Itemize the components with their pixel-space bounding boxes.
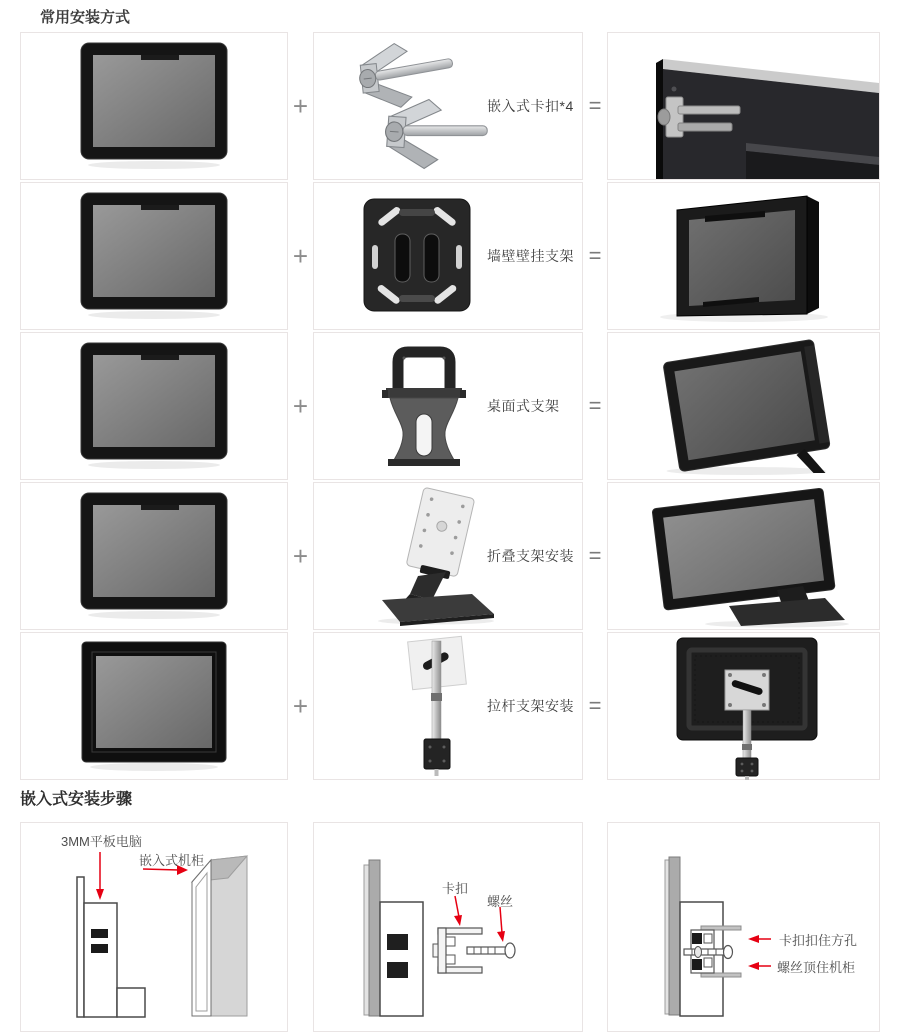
product-panel: [20, 482, 288, 630]
accessory-label: 拉杆支架安装: [487, 698, 574, 714]
equals-symbol: =: [588, 93, 602, 118]
diagram-label: 螺丝顶住机柜: [777, 960, 856, 975]
product-panel: [20, 182, 288, 330]
monitor-with-kickstand-photo: [636, 335, 851, 477]
step-panel-1: [20, 822, 288, 1032]
folding-stand-photo: [354, 486, 504, 626]
install-row-desktop-stand: [0, 332, 900, 480]
install-row-embedded-clip: [0, 32, 900, 180]
panel-pc-front-photo: [75, 640, 233, 772]
equals-symbol: =: [588, 243, 602, 268]
diagram-label: 卡扣: [442, 881, 469, 896]
diagram-label: 3MM平板电脑: [61, 834, 142, 849]
panel-pc-front-photo: [69, 341, 239, 471]
desktop-stand-photo: [358, 340, 490, 472]
product-panel: [20, 632, 288, 780]
accessory-label: 嵌入式卡扣*4: [487, 98, 574, 114]
step-panel-3: [607, 822, 880, 1032]
product-panel: [20, 332, 288, 480]
accessory-label: 桌面式支架: [487, 398, 560, 414]
plus-symbol: +: [292, 240, 309, 271]
install-row-pole-bracket: [0, 632, 900, 780]
monitor-corner-with-clip-photo: [608, 33, 879, 179]
monitor-on-folding-stand-photo: [629, 484, 859, 628]
equals-symbol: =: [588, 543, 602, 568]
equals-symbol: =: [588, 693, 602, 718]
result-panel: [607, 482, 880, 630]
embedded-step2-diagram: [314, 823, 582, 1031]
section2-title: 嵌入式安装步骤: [20, 791, 133, 808]
result-panel: [607, 32, 880, 180]
panel-pc-front-photo: [69, 491, 239, 621]
accessory-panel: [313, 482, 583, 630]
result-panel: [607, 632, 880, 780]
accessory-panel: [313, 332, 583, 480]
install-row-folding-stand: [0, 482, 900, 630]
install-row-wall-mount: [0, 182, 900, 330]
product-panel: [20, 32, 288, 180]
accessory-label: 折叠支架安装: [487, 548, 574, 564]
wall-mounted-monitor-photo: [639, 186, 849, 326]
accessory-label: 墙壁壁挂支架: [487, 248, 574, 264]
panel-pc-front-photo: [69, 191, 239, 321]
equals-symbol: =: [588, 393, 602, 418]
embedded-step3-diagram: [608, 823, 879, 1031]
step-panel-2: [313, 822, 583, 1032]
section1-title: 常用安装方式: [40, 9, 131, 26]
plus-symbol: +: [292, 690, 309, 721]
plus-symbol: +: [292, 540, 309, 571]
result-panel: [607, 182, 880, 330]
panel-pc-front-photo: [69, 41, 239, 171]
embedded-clips-photo: [336, 40, 506, 172]
accessory-panel: [313, 632, 583, 780]
result-panel: [607, 332, 880, 480]
accessory-panel: [313, 32, 583, 180]
plus-symbol: +: [292, 390, 309, 421]
wall-mount-plate-photo: [336, 189, 496, 323]
monitor-back-with-pole-photo: [639, 632, 849, 780]
diagram-label: 嵌入式机柜: [139, 853, 205, 868]
plus-symbol: +: [292, 90, 309, 121]
accessory-panel: [313, 182, 583, 330]
diagram-label: 螺丝: [487, 894, 514, 909]
diagram-label: 卡扣扣住方孔: [779, 933, 858, 948]
